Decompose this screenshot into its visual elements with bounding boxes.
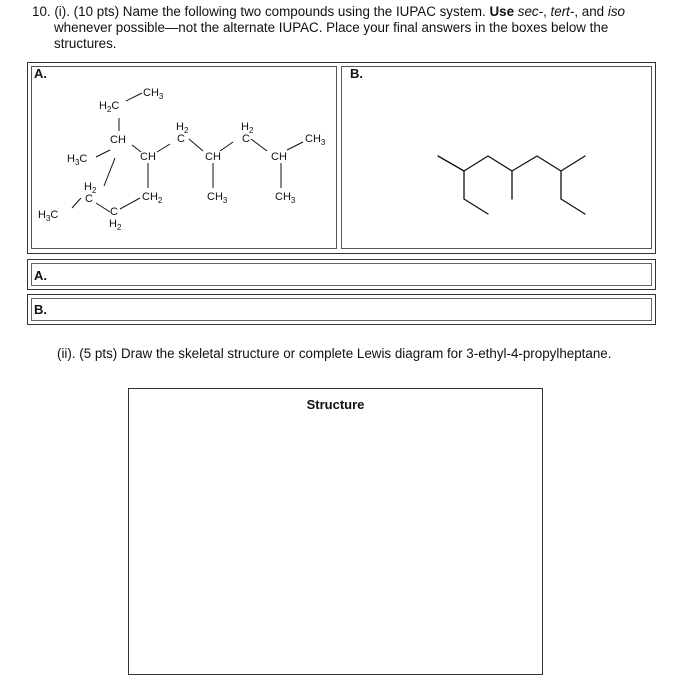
sec-text: sec- [514,4,544,19]
atom-h2-b: $H_2$ [241,121,254,135]
atom-ch3-top: $CH_3$ [143,87,164,101]
branch-right [561,171,585,214]
atom-h2c-top: $H_2C$ [99,100,120,114]
atom-h2-c: $H_2$ [84,181,97,195]
answer-box-b[interactable] [27,294,656,325]
structure-title: Structure [306,397,365,412]
answer-a-label: A. [34,268,47,283]
atom-ch-left: CH [110,134,126,146]
atom-c-b: C [242,133,250,145]
structure-drawing-box[interactable] [128,388,543,675]
atom-c-c: C [85,193,93,205]
atom-h3c-left: $H_3C$ [67,153,88,167]
atom-h2-d: $H_2$ [109,218,122,232]
part-ii-text: (ii). (5 pts) Draw the skeletal structure or complete Lewis diagram for 3-ethyl-4-propylheptane. [57,346,612,361]
comma: , [543,4,551,19]
answer-box-a[interactable] [27,259,656,290]
main-chain [438,156,585,171]
answer-b-label: B. [34,302,47,317]
atom-c-d: C [110,206,118,218]
atom-ch-right: CH [271,151,287,163]
atom-c-a: C [177,133,185,145]
panel-a-label: A. [34,66,47,81]
atom-ch3-right: $CH_3$ [305,133,326,147]
use-bold: Use [489,4,515,19]
branch-left [464,171,488,214]
atom-h3c-bottom: $H_3C$ [38,209,59,223]
question-prefix: 10. (i). (10 pts) Name the following two compounds using the IUPAC system. [32,4,490,19]
panel-b-label: B. [350,66,363,81]
atom-ch-mid: CH [205,151,221,163]
atom-ch-center: CH [140,151,156,163]
iso-text: iso [607,4,625,19]
atom-h2-a: $H_2$ [176,121,189,135]
question-line2: whenever possible—not the alternate IUPAC. Place your final answers in the boxes below the [54,20,609,35]
atom-ch3-r2: $CH_3$ [275,191,296,205]
tert-text: tert- [550,4,575,19]
atom-ch2-lower: $CH_2$ [142,191,163,205]
and-text: , and [574,4,608,19]
question-line3: structures. [54,36,117,51]
atom-ch3-mid: $CH_3$ [207,191,228,205]
